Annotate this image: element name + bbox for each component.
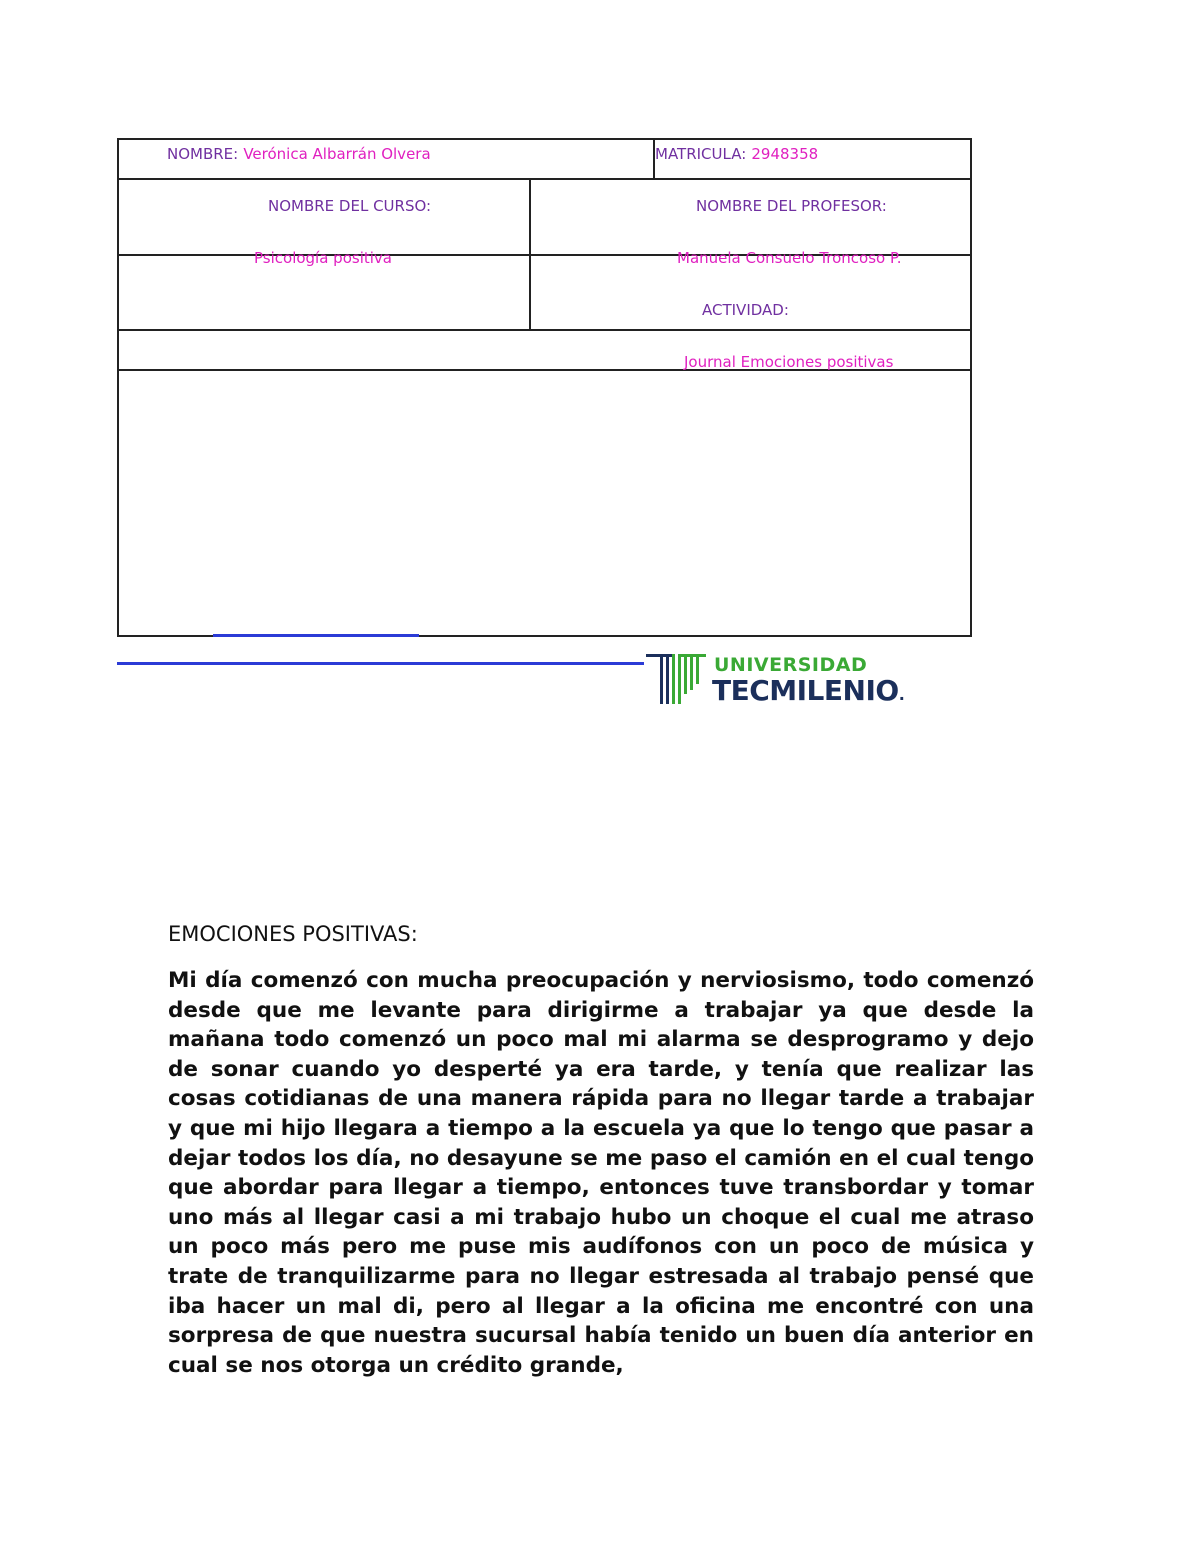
logo-line1: UNIVERSIDAD bbox=[714, 654, 868, 676]
body-paragraph: Mi día comenzó con mucha preocupación y nerviosismo, todo comenzó desde que me levante para dirigirme a trabajar ya que desde la mañana todo comenzó un poco mal mi alarma se desprogramo y dejo de sonar cuando yo desperté ya era tarde, y tenía que realizar las cosas cotidianas de una manera rápida para no llegar tarde a trabajar y que mi hijo llegara a tiempo a la escuela ya que lo tengo que pasar a dejar todos los día, no desayune se me paso el camión en el cual tengo que abordar para llegar a tiempo, entonces tuve transbordar y tomar uno más al llegar casi a mi trabajo hubo un choque el cual me atraso un poco más pero me puse mis audífonos con un poco de música y trate de tranquilizarme para no llegar estresada al trabajo pensé que iba hacer un mal di, pero al llegar a la oficina me encontré con una sorpresa de que nuestra sucursal había tenido un buen día anterior en cual se nos otorga un crédito grande, bbox=[168, 968, 1034, 1378]
matricula-label: MATRICULA: bbox=[655, 145, 747, 163]
nombre-value: Verónica Albarrán Olvera bbox=[243, 145, 431, 163]
profesor-label: NOMBRE DEL PROFESOR: bbox=[696, 197, 887, 215]
table-divider bbox=[119, 329, 970, 331]
nombre-cell bbox=[167, 144, 431, 163]
logo-line2-text: TECMILENIO bbox=[712, 674, 899, 707]
blue-rule bbox=[117, 662, 644, 665]
profesor-value: Manuela Consuelo Troncoso P. bbox=[677, 249, 902, 267]
university-logo bbox=[646, 650, 936, 710]
logo-mark: . bbox=[898, 685, 905, 704]
tecmilenio-logo-icon bbox=[646, 650, 710, 710]
nombre-label: NOMBRE: bbox=[167, 145, 239, 163]
section-title: EMOCIONES POSITIVAS: bbox=[168, 922, 418, 946]
logo-line2 bbox=[712, 674, 904, 707]
actividad-value: Journal Emociones positivas bbox=[684, 353, 894, 371]
curso-value: Psicología positiva bbox=[254, 249, 392, 267]
table-divider bbox=[119, 178, 970, 180]
matricula-value: 2948358 bbox=[751, 145, 819, 163]
curso-label: NOMBRE DEL CURSO: bbox=[268, 197, 432, 215]
actividad-label: ACTIVIDAD: bbox=[702, 301, 789, 319]
accent-underline bbox=[213, 634, 419, 637]
matricula-cell bbox=[655, 144, 818, 163]
table-divider bbox=[529, 180, 531, 330]
